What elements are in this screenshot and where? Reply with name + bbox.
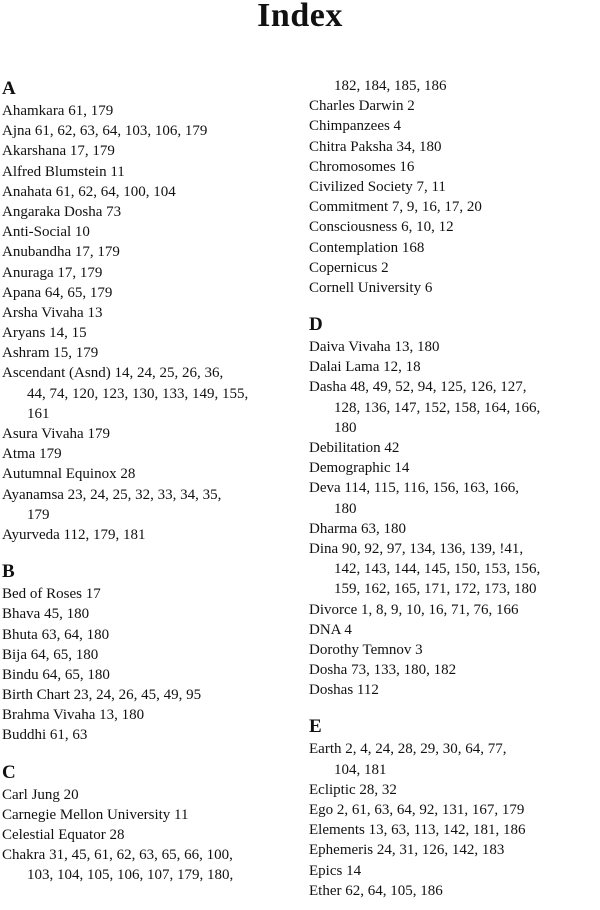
index-entry-continuation: 128, 136, 147, 152, 158, 164, 166, [334,399,541,416]
index-entry-continuation: 159, 162, 165, 171, 172, 173, 180 [334,581,537,598]
index-entry: Ayurveda 112, 179, 181 [2,526,146,543]
index-entry: Ether 62, 64, 105, 186 [309,882,443,899]
index-entry: Ascendant (Asnd) 14, 24, 25, 26, 36, [2,365,224,382]
index-entry: Brahma Vivaha 13, 180 [2,707,145,724]
index-entry: Bindu 64, 65, 180 [2,666,110,683]
section-letter: A [2,78,16,99]
index-entry: Bed of Roses 17 [2,586,101,603]
page-title: Index [257,0,343,34]
index-entry: Asura Vivaha 179 [2,426,110,442]
index-entry: DNA 4 [309,621,352,638]
index-entry: Civilized Society 7, 11 [309,178,446,195]
index-entry-continuation: 44, 74, 120, 123, 130, 133, 149, 155, [27,385,249,402]
index-entry: Arsha Vivaha 13 [2,304,103,321]
index-entry: Commitment 7, 9, 16, 17, 20 [309,199,482,216]
section-letter: C [2,761,16,783]
index-entry: Demographic 14 [309,460,410,477]
section-letter: D [309,314,323,336]
index-entry: Ephemeris 24, 31, 126, 142, 183 [309,842,505,859]
index-entry: Buddhi 61, 63 [2,727,88,744]
index-entry: Anahata 61, 62, 64, 100, 104 [2,183,176,200]
index-entry: Dasha 48, 49, 52, 94, 125, 126, 127, [309,379,527,396]
index-entry: Atma 179 [2,446,62,463]
index-entry: Ahamkara 61, 179 [2,103,114,119]
index-entry: Ajna 61, 62, 63, 64, 103, 106, 179 [2,123,208,140]
index-entry: Ego 2, 61, 63, 64, 92, 131, 167, 179 [309,802,525,818]
index-entry: Dosha 73, 133, 180, 182 [309,662,457,679]
index-entry: Ashram 15, 179 [2,345,99,362]
index-entry: Bhava 45, 180 [2,606,90,623]
index-entry: Alfred Blumstein 11 [2,163,125,180]
index-entry: Birth Chart 23, 24, 26, 45, 49, 95 [2,687,202,704]
index-entry: Chromosomes 16 [309,158,415,175]
index-entry: Dharma 63, 180 [309,520,407,537]
index-entry: Carnegie Mellon University 11 [2,806,189,823]
index-entry: Dalai Lama 12, 18 [309,359,421,376]
index-entry: Anti-Social 10 [2,224,90,241]
index-entry: Akarshana 17, 179 [2,143,115,160]
index-entry: Aryans 14, 15 [2,325,87,342]
index-entry-continuation: 142, 143, 144, 145, 150, 153, 156, [334,561,541,578]
index-entry: Divorce 1, 8, 9, 10, 16, 71, 76, 166 [309,601,519,618]
index-column-left [2,78,294,886]
index-entry: Ayanamsa 23, 24, 25, 32, 33, 34, 35, [2,486,222,503]
index-entry: Autumnal Equinox 28 [2,466,136,483]
index-entry: Dina 90, 92, 97, 134, 136, 139, !41, [309,540,524,557]
section-letter: E [309,716,322,738]
index-entry: Doshas 112 [309,682,379,699]
index-entry: Contemplation 168 [309,239,425,256]
index-entry: Charles Darwin 2 [309,98,415,115]
index-entry-continuation: 104, 181 [334,761,387,778]
index-entry: Consciousness 6, 10, 12 [309,219,454,236]
index-entry: Chimpanzees 4 [309,118,402,135]
section-letter: B [2,561,15,583]
index-entry: Earth 2, 4, 24, 28, 29, 30, 64, 77, [309,741,507,758]
index-entry: Bhuta 63, 64, 180 [2,626,110,643]
index-entry-continuation: 161 [27,405,50,422]
index-column-right [309,76,600,901]
index-entry: Elements 13, 63, 113, 142, 181, 186 [309,822,526,839]
index-entry: Anubandha 17, 179 [2,244,120,261]
index-entry: Angaraka Dosha 73 [2,203,122,220]
index-entry: Bija 64, 65, 180 [2,646,99,663]
index-entry: Epics 14 [309,862,362,879]
index-entry: Chakra 31, 45, 61, 62, 63, 65, 66, 100, [2,847,233,864]
index-entry-continuation: 103, 104, 105, 106, 107, 179, 180, [27,867,234,884]
index-entry-continuation: 180 [334,500,357,517]
index-entry-continuation: 179 [27,506,50,523]
index-entry: Ecliptic 28, 32 [309,781,397,798]
index-entry: Cornell University 6 [309,279,433,296]
index-entry: Deva 114, 115, 116, 156, 163, 166, [309,480,519,497]
index-entry: Dorothy Temnov 3 [309,641,423,658]
index-entry: Apana 64, 65, 179 [2,284,113,301]
index-entry: Daiva Vivaha 13, 180 [309,339,440,356]
index-entry: Copernicus 2 [309,259,389,276]
index-entry: Chitra Paksha 34, 180 [309,138,442,155]
index-entry-continuation: 180 [334,419,357,436]
index-entry-continuation: 182, 184, 185, 186 [334,78,447,94]
index-entry: Carl Jung 20 [2,786,79,803]
index-entry: Celestial Equator 28 [2,827,125,843]
index-entry: Debilitation 42 [309,440,400,456]
index-entry: Anuraga 17, 179 [2,264,103,281]
